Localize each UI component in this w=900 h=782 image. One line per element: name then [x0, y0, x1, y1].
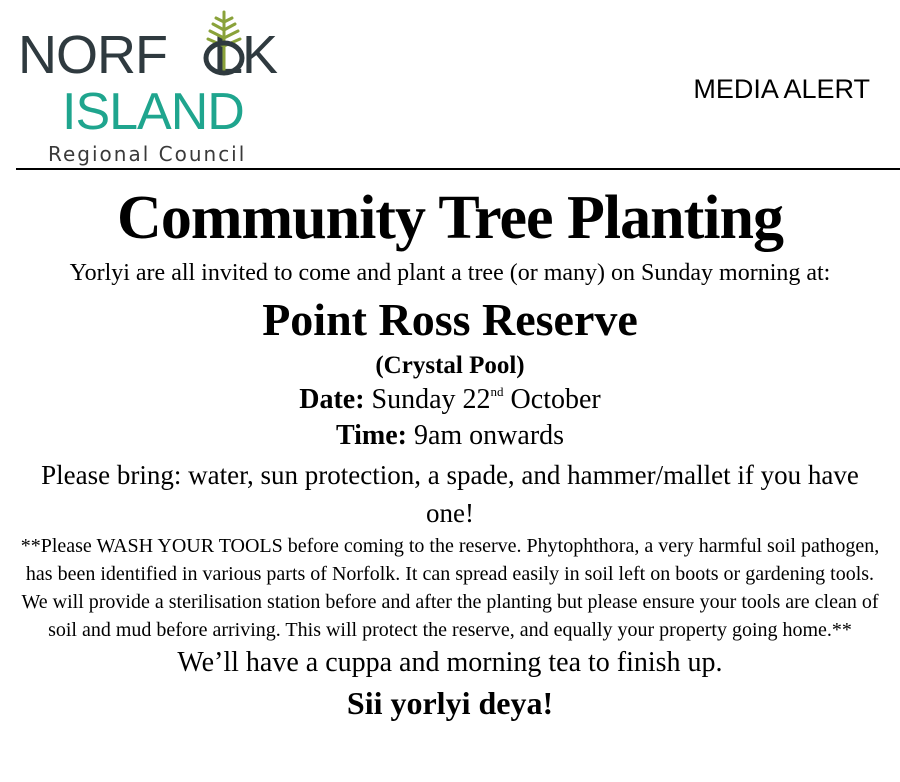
flyer-body [0, 178, 900, 724]
time-value: 9am onwards [413, 420, 565, 451]
logo-word-regional-council: Regional Council [48, 142, 247, 166]
logo-word-island: ISLAND [62, 83, 244, 141]
event-time [0, 418, 900, 454]
logo-word-norf: NORF [18, 25, 167, 85]
venue-subtitle: (Crystal Pool) [375, 352, 525, 379]
closing-line: Sii yorlyi deya! [346, 685, 554, 721]
event-date [0, 382, 900, 418]
tool-washing-notice: **Please WASH YOUR TOOLS before coming to the reserve. Phytophthora, a very harmful soil pathogen, has been identified in various parts of Norfolk. It can spread easily in soil left on boots or gardening tools. We will provide a sterilisation station before and after the planting but please ensure your tools are clean of soil and mud before arriving. This will protect the reserve, and equally your property going home.** [20, 535, 880, 641]
norfolk-island-logo [18, 8, 338, 168]
media-alert-label: MEDIA ALERT [693, 74, 870, 104]
time-label: Time: [335, 420, 407, 451]
event-title: Community Tree Planting [117, 184, 783, 252]
page-header [0, 0, 900, 170]
pine-tree-icon [200, 8, 248, 78]
morning-tea-note: We’ll have a cuppa and morning tea to finish up. [177, 647, 723, 678]
what-to-bring: Please bring: water, sun protection, a spade, and hammer/mallet if you have one! [41, 460, 859, 528]
date-value: Sunday 22nd October [371, 384, 601, 415]
logo-word-lk: LK [212, 25, 278, 85]
venue-name: Point Ross Reserve [262, 294, 638, 345]
date-label: Date: [299, 384, 365, 415]
header-divider [16, 168, 900, 170]
invitation-text: Yorlyi are all invited to come and plant a tree (or many) on Sunday morning at: [69, 260, 831, 286]
